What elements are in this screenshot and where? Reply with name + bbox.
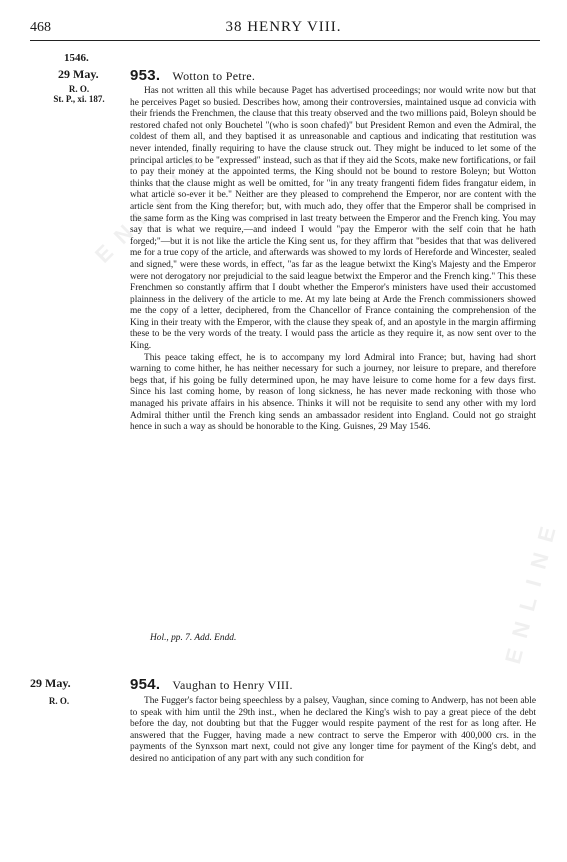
entry-date: 29 May. [58,67,99,81]
entry-reference [24,696,94,706]
page-title: 38 HENRY VIII. [225,19,342,35]
paragraph: The Fugger's factor being speechless by a palsey, Vaughan, since coming to Andwerp, has not been able to speak with him until the 29th inst., when he declared the King's wish to pay a great piece of the debt before the day, not doubting but that the Fugger would respite payment of the rest for as long after. He answered that the Fugger, having made a new contract to serve the Emperor with 400,000 crs. in the payments of the Synxson mart next, could not give any longer time for payment of the King's debt, and desired no anticipation of any part with any such condition for [130,696,536,764]
entry-title: Vaughan to Henry VIII. [172,678,293,692]
reference-line: St. P., xi. 187. [53,94,105,104]
entry-number: 954. [130,676,161,693]
reference-line: R. O. [48,696,70,706]
page-number: 468 [30,20,51,35]
entry-body [130,86,536,434]
entry-number: 953. [130,67,161,84]
header-rule [30,40,540,41]
reference-line: R. O. [68,84,90,94]
entry-date: 29 May. [30,676,71,690]
entry-heading [130,676,293,693]
entry-heading [130,67,255,84]
paragraph: Has not written all this while because Paget has advertised proceedings; nor would write now but that he perceives Paget so busied. Describes how, among their controversies, maintained usque ad convicia with their friends the Frenchmen, the clause that this treaty observed and the two millions paid, Boleyn should be restored chafed not only Bouchetel "(who is soon chafed)" but President Remon and even the Admiral, the coldest of them all, and they baptised it as unreasonable and captious and indicating that restitution was never intended, finally requiring to have the clause struck out. They might be induced to let some of the principal articles to be "expressed" instead, such as that if they aid the Scots, make new fortifications, or fail to pay their money at the appointed terms, the King should not be bound to restore Boleyn; but Wotton thinks that the clause might as well be omitted, for "in any treaty frangenti fidem fides frangatur eidem, in what article so-ever it be." Neither are they pleased to comprehend the Emperor, nor are content with the article sent from the King therefor; but, with much ado, they offer that the Emperor shall be comprised in the same form as the King was comprised in last treaty between the Emperor and the French king. You may say that is what we require,—and indeed I would "pay the Emperor with the self coin that he hath forged;"—but it is not like the article the King sent us, for they affirm that "besides that that was delivered me for a true copy of the article, and afterwards was showed to my lords of Hereforde and Wincester, sealed and signed," were these words, in effect, "as far as the league betwixt the King's Majesty and the Emperor were not derogatory nor prejudicial to the said league betwixt the Emperor and the French king." This these Frenchmen so constantly affirm that I doubt whether the Emperor's ministers have used their accustomed plainness in the delivery of the article to me. At my late being at Arde the French commissioners showed me the copy of a letter, deciphered, from the Chancellor of France containing the comprehension of the King in their treaty with the Emperor, with the clause they speak of, and an apostyle in the margin affirming these to be the very words of the treaty. I would pass the article as they require it, as now sent over to the King. [130,86,536,352]
paragraph: This peace taking effect, he is to accompany my lord Admiral into France; but, having had short warning to come hither, he has neither necessary for such a journey, nor leisure to prepare, and therefore begs that, if his going be fully determined upon, he may have leisure to come home for a few days first. Since his last coming home, by reason of long sickness, he has never made reckoning with those who managed his private affairs in his absence. Thinks it will not be requisite to send any other with my lord Admiral thither until the French king sends an ambassador resident into England. Could not go straight hence in such a way as should be honorable to the King. Guisnes, 29 May 1546. [130,352,536,433]
entry-reference [44,84,114,104]
watermark: ENLINE [500,512,564,667]
entry-title: Wotton to Petre. [172,69,256,83]
watermark: ENLINE [90,142,216,268]
entry-body [130,696,536,766]
year-label: 1546. [64,52,89,64]
entry-source-note: Hol., pp. 7. Add. Endd. [150,633,237,643]
